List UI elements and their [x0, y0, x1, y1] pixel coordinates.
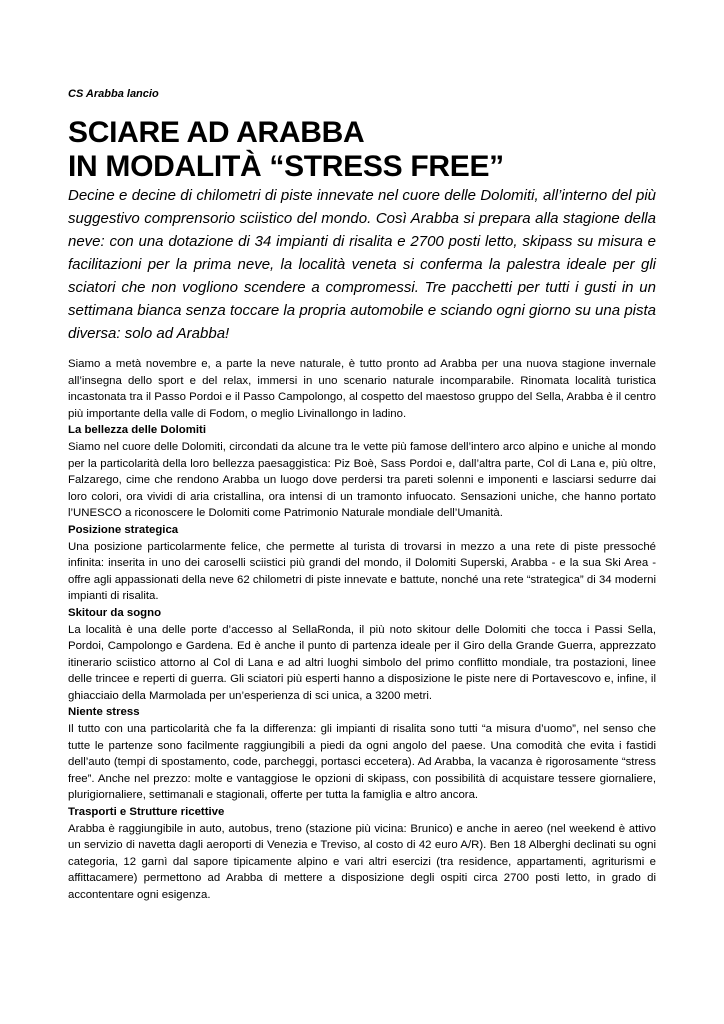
section-heading: La bellezza delle Dolomiti: [68, 424, 206, 437]
section-heading: Posizione strategica: [68, 523, 179, 536]
section-text: Una posizione particolarmente felice, che permette al turista di trovarsi in mezzo a una rete di piste pressoché infinita: inserita in uno dei caroselli sciistici più grandi del mondo, il Dolomiti Superski, Arabba - e la sua Ski Area - offre agli appassionati della neve 62 chilometri di piste innevate e battute, nonché una rete “strategica” di 34 moderni impianti di risalita.: [68, 540, 656, 603]
intro-paragraph: Siamo a metà novembre e, a parte la neve naturale, è tutto pronto ad Arabba per una nuova stagione invernale all’insegna dello sport e del relax, immersi in uno scenario naturale incomparabile. Rinomata località turistica incastonata tra il Passo Pordoi e il Passo Campolongo, al cospetto del maestoso gruppo del Sella, Arabba è il centro più importante della valle di Fodom, o meglio Livinallongo in ladino.: [68, 358, 656, 420]
section-heading: Niente stress: [68, 706, 140, 719]
section-skitour: [68, 605, 656, 705]
section-text: Il tutto con una particolarità che fa la differenza: gli impianti di risalita sono tutti “a misura d’uomo”, nel senso che tutte le partenze sono facilmente raggiungibili a piedi da ogni angolo del paese. Una comodità che evita i fastidi dell’auto (tempi di spostamento, code, parcheggi, portasci eccetera). Ad Arabba, la vacanza è rigorosamente “stress free”. Anche nel prezzo: molte e vantaggiose le opzioni di skipass, con possibilità di acquistare tessere giornaliere, plurigiornaliere, settimanali e stagionali, offerte per tutta la famiglia e altro ancora.: [68, 723, 656, 802]
section-heading: Skitour da sogno: [68, 606, 162, 619]
section-text: La località è una delle porte d’accesso al SellaRonda, il più noto skitour delle Dolomiti che tocca i Passi Sella, Pordoi, Campolongo e Gardena. Ed è anche il punto di partenza ideale per il Giro della Grande Guerra, apprezzato itinerario sciistico attorno al Col di Lana e ad altri luoghi simbolo del primo conflitto mondiale, tra postazioni, linee delle trincee e reperti di guerra. Gli sciatori più esperti hanno a disposizione le piste nere di Portavescovo e, infine, il ghiacciaio della Marmolada per un’esperienza di sci unica, a 3200 metri.: [68, 623, 656, 702]
section-niente-stress: [68, 704, 656, 804]
section-text: Arabba è raggiungibile in auto, autobus, treno (stazione più vicina: Brunico) e anche in aereo (nel weekend è attivo un servizio di navetta dagli aeroporti di Venezia e Treviso, al costo di 42 euro A/R). Ben 18 Alberghi declinati su ogni categoria, 12 garnì dal sapore tipicamente alpino e vari altri esercizi (tra residence, appartamenti, agriturismi e affittacamere) permettono ad Arabba di mettere a disposizione degli ospiti circa 2700 posti letto, in grado di accontentare ogni esigenza.: [68, 822, 656, 901]
title-line-1: SCIARE AD ARABBA: [68, 116, 365, 149]
section-posizione: [68, 522, 656, 605]
section-heading: Trasporti e Strutture ricettive: [68, 806, 225, 819]
section-text: Siamo nel cuore delle Dolomiti, circondati da alcune tra le vette più famose dell’intero arco alpino e uniche al mondo per la particolarità della loro bellezza paesaggistica: Piz Boè, Sass Pordoi e, dall’altra parte, Col di Lana e, più oltre, Falzarego, cime che rendono Arabba un luogo dove perdersi tra pareti solenni e imponenti e lasciarsi sedurre dai loro colori, ora vividi di aria cristallina, ora intensi di un tramonto infuocato. Sensazioni uniche, che hanno portato l’UNESCO a riconoscere le Dolomiti come Patrimonio Naturale mondiale dell’Umanità.: [68, 440, 656, 520]
lead-paragraph: Decine e decine di chilometri di piste innevate nel cuore delle Dolomiti, all’interno del più suggestivo comprensorio sciistico del mondo. Così Arabba si prepara alla stagione della neve: con una dotazione di 34 impianti di risalita e 2700 posti letto, skipass su misura e facilitazioni per la prima neve, la località veneta si conferma la palestra ideale per gli sciatori che non vogliono scendere a compromessi. Tre pacchetti per tutti i gusti in un settimana bianca senza toccare la propria automobile e sciando ogni giorno su una pista diversa: solo ad Arabba!: [68, 187, 656, 342]
section-trasporti: [68, 804, 656, 904]
document-page: [68, 86, 656, 904]
title-line-2: IN MODALITÀ “STRESS FREE”: [68, 150, 504, 183]
section-dolomiti: [68, 422, 656, 522]
document-label: CS Arabba lancio: [68, 88, 159, 100]
